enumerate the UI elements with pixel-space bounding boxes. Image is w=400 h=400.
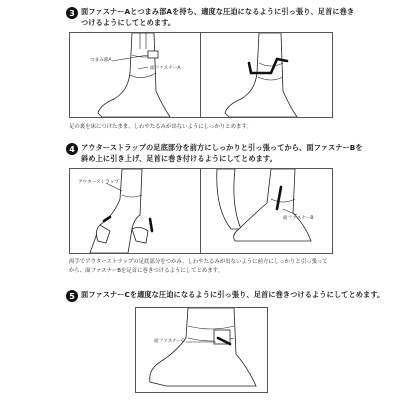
step-3-illustration-left — [69, 32, 202, 118]
ankle-support-drawing — [70, 169, 201, 253]
step-title: 面ファスナーCを適度な圧迫になるように引っ張り、足首に巻きつけるようにしてとめます。 — [81, 290, 385, 299]
ankle-support-drawing — [201, 33, 332, 117]
step-5-illustration — [135, 307, 268, 393]
ankle-support-drawing — [136, 308, 267, 392]
step-3-header — [66, 6, 354, 28]
label-fastener-a: 面ファスナーA — [150, 66, 181, 71]
label-outer-strap: アウターストラップ — [78, 180, 119, 185]
step-5-header — [66, 289, 384, 302]
label-tab-a: つまみ部A — [90, 58, 112, 63]
label-fastener-c: 面ファスナーC — [154, 339, 185, 344]
step-4-illustration-right — [200, 168, 333, 254]
step-number-badge: 5 — [66, 290, 78, 302]
ankle-support-drawing — [70, 33, 201, 117]
step-title: アウターストラップの足底部分を前方にしっかりと引っ張ってから、面ファスナーBを 斜め上に引き上げ、足首に巻き付けるようにしてとめます。 — [81, 143, 363, 163]
pull-arrow — [150, 219, 152, 231]
step-title: 面ファスナーAとつまみ部Aを持ち、適度な圧迫になるように引っ張り、足首に巻き つけるようにしてとめます。 — [81, 7, 355, 27]
step-number-badge: 3 — [66, 7, 78, 19]
step-4-note: 両手でアウターストラップの足底部分をつかみ、しわやたるみが出ないように前方にしっかりと引っ張って から、面ファスナーBを足首に巻きつけるようにしてとめます。 — [69, 259, 328, 274]
ankle-support-drawing — [201, 169, 332, 253]
label-fastener-b: 面ファスナーB — [283, 216, 314, 221]
step-4-illustration-left — [69, 168, 202, 254]
step-3-illustration-right — [200, 32, 333, 118]
step-number-badge: 4 — [66, 143, 78, 155]
step-3-note: 足の裏を床につけたまま、しわやたるみが出ないようにしっかりとめます。 — [69, 124, 252, 130]
step-4-header — [66, 142, 363, 164]
